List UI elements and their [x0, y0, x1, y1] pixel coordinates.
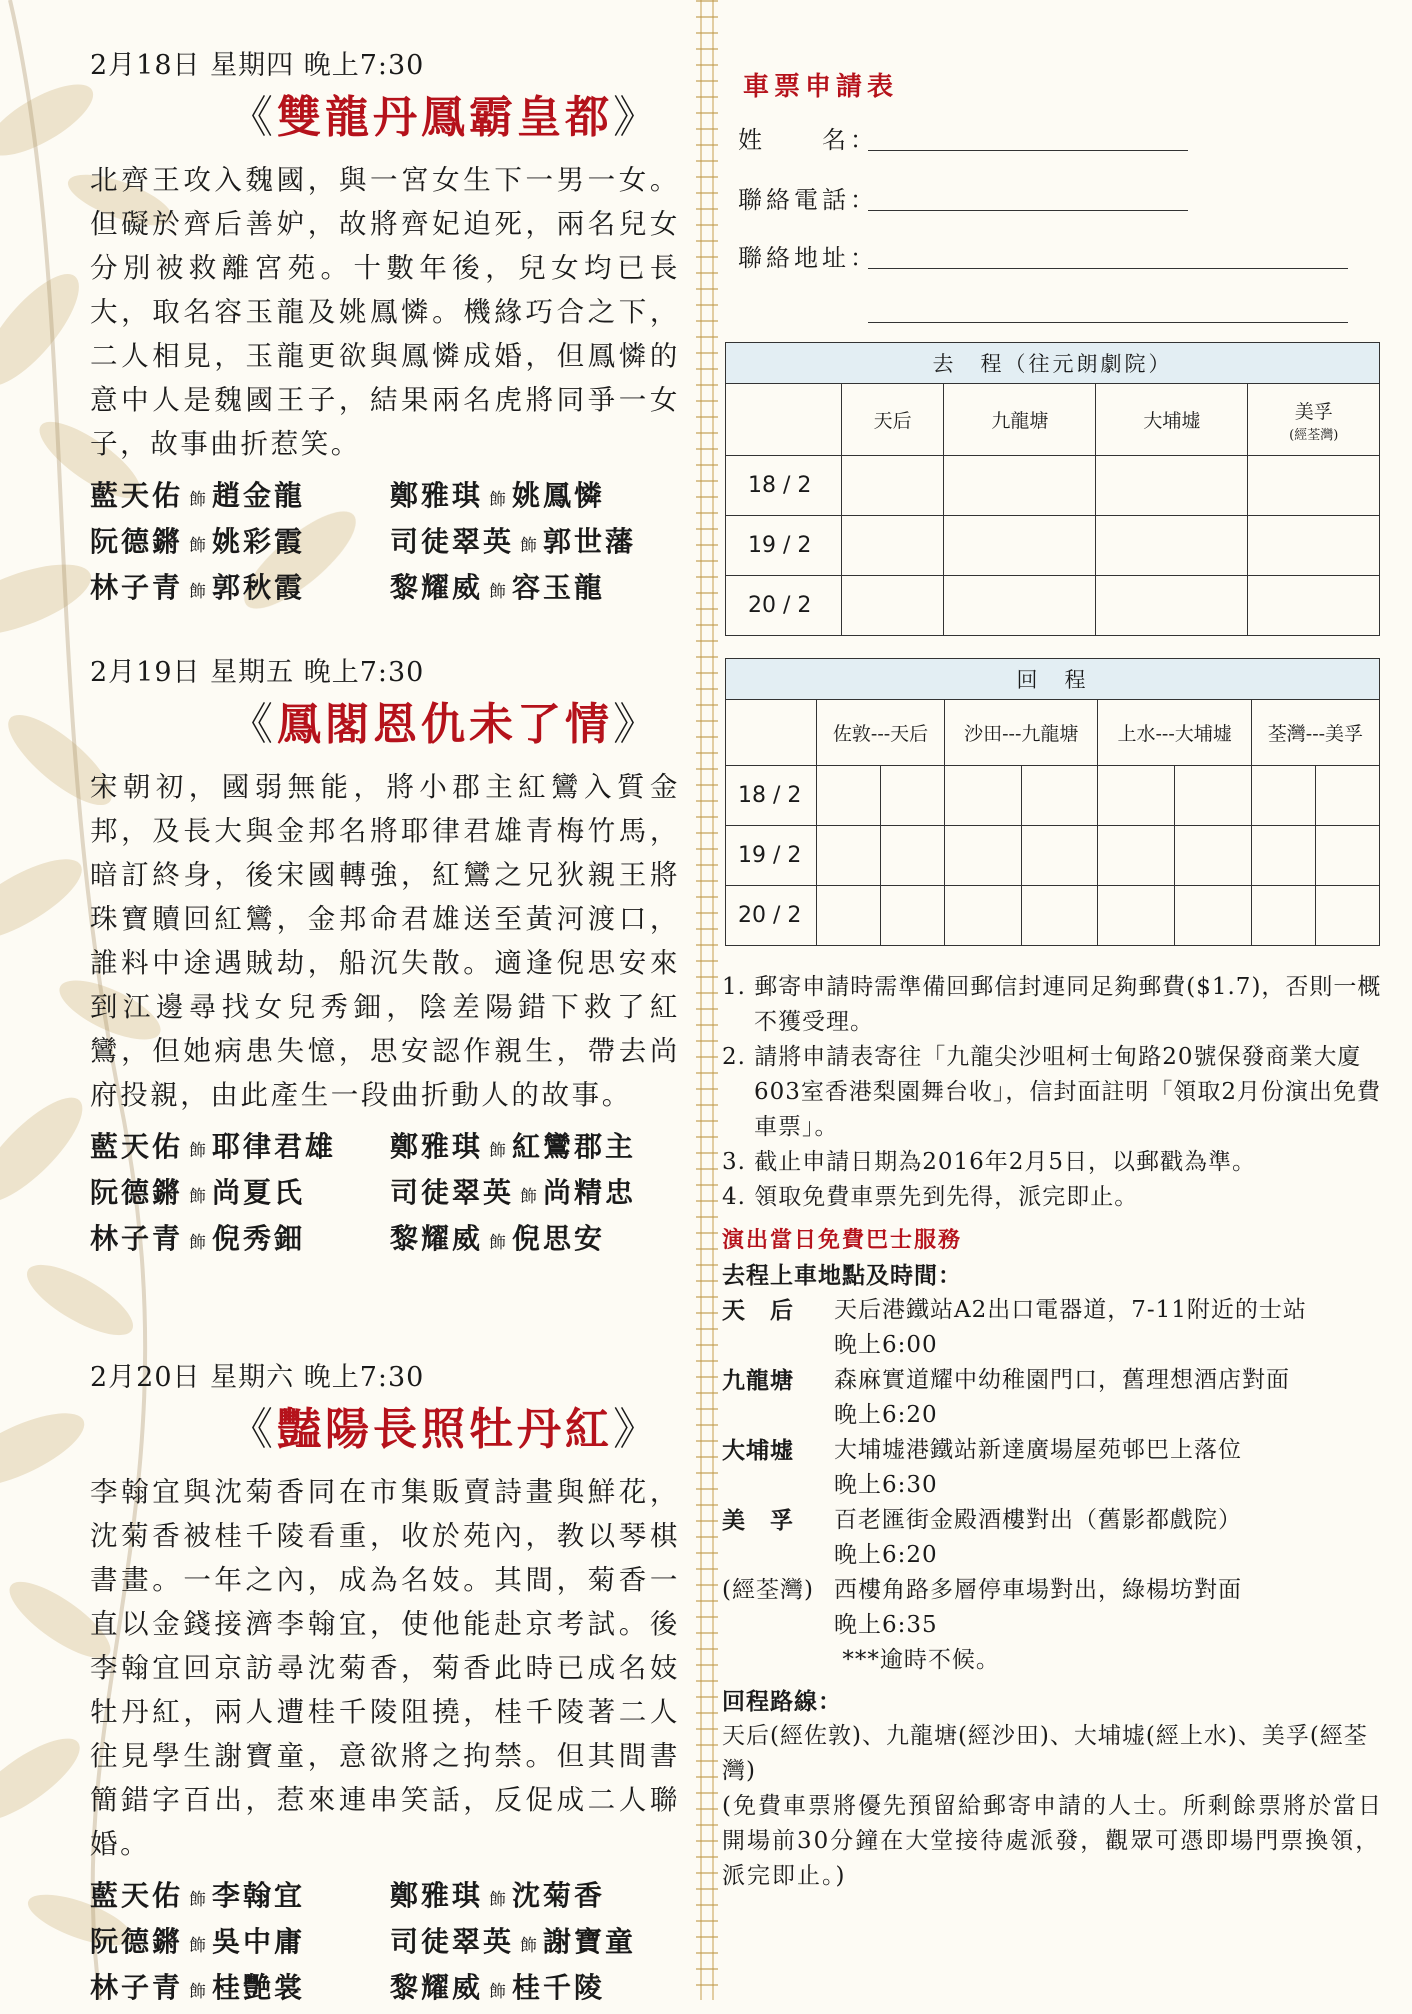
checkbox-cell[interactable] — [817, 826, 881, 886]
checkbox-cell[interactable] — [1098, 766, 1175, 826]
col-header: 大埔墟 — [1096, 384, 1248, 456]
checkbox-cell[interactable] — [1251, 826, 1315, 886]
cast-entry: 阮德鏘 飾 吳中庸 — [90, 1925, 306, 1958]
notes-section — [722, 970, 1387, 1894]
checkbox-cell[interactable] — [1175, 826, 1252, 886]
checkbox-cell[interactable] — [1315, 826, 1379, 886]
checkbox-cell[interactable] — [1021, 766, 1098, 826]
checkbox-cell[interactable] — [1175, 886, 1252, 946]
col-header: 佐敦---天后 — [817, 700, 945, 766]
show-title: 《雙龍丹鳳霸皇都》 — [229, 92, 661, 143]
row-date: 19 / 2 — [726, 826, 817, 886]
note-item: 1. 郵寄申請時需準備回郵信封連同足夠郵費($1.7)，否則一概不獲受理。 — [722, 974, 1382, 1035]
show-synopsis: 李翰宜與沈菊香同在市集販賣詩畫與鮮花，沈菊香被桂千陵看重，收於苑內，教以琴棋書畫。一年之內，成為名妓。其間，菊香一直以金錢接濟李翰宜，使他能赴京考試。後李翰宜回京訪尋沈菊香，菊香此時已成名妓牡丹紅，兩人遭桂千陵阻撓，桂千陵著二人往見學生謝寶童，意欲將之拘禁。但其間書簡錯字百出，惹來連串笑話，反促成二人聯婚。 — [90, 1476, 680, 1860]
bus-stop: 天 后 天后港鐵站A2出口電器道，7-11附近的士站 晚上6:00 — [722, 1297, 1307, 1358]
note-item: 2. 請將申請表寄往「九龍尖沙咀柯士甸路20號保發商業大廈603室香港梨園舞台收」，信封面註明「領取2月份演出免費車票」。 — [722, 1044, 1382, 1140]
show-synopsis: 宋朝初，國弱無能，將小郡主紅鸞入質金邦，及長大與金邦名將耶律君雄青梅竹馬，暗訂終身，後宋國轉強，紅鸞之兄狄親王將珠寶贖回紅鸞，金邦命君雄送至黃河渡口，誰料中途遇賊劫，船沉失散。適逢倪思安來到江邊尋找女兒秀鈿，陰差陽錯下救了紅鸞，但她病患失憶，思安認作親生，帶去尚府投親，由此產生一段曲折動人的故事。 — [90, 771, 680, 1111]
bus-title: 演出當日免費巴士服務 — [722, 1227, 963, 1253]
checkbox-cell[interactable] — [881, 886, 945, 946]
phone-field[interactable] — [738, 180, 878, 215]
checkbox-cell[interactable] — [1248, 456, 1380, 516]
show-title: 《鳳閣恩仇未了情》 — [229, 699, 661, 750]
col-header: 荃灣---美孚 — [1251, 700, 1379, 766]
bus-stop: 九龍塘 森麻實道耀中幼稚園門口，舊理想酒店對面 晚上6:20 — [722, 1367, 1290, 1428]
return-header: 回 程 — [726, 659, 1380, 700]
corner-cell — [726, 700, 817, 766]
return-table — [725, 658, 1380, 946]
row-date: 18 / 2 — [726, 456, 842, 516]
bus-stop: 美 孚 百老匯街金殿酒樓對出（舊影都戲院） 晚上6:20 — [722, 1507, 1242, 1568]
checkbox-cell[interactable] — [842, 516, 944, 576]
cast-entry: 林子青 飾 桂艷裳 — [90, 1971, 306, 2004]
checkbox-cell[interactable] — [1248, 576, 1380, 636]
row-date: 20 / 2 — [726, 886, 817, 946]
cast-entry: 阮德鏘 飾 尚夏氏 — [90, 1176, 306, 1209]
phone-label: 聯絡電話： — [738, 186, 878, 214]
cast-entry: 司徒翠英 飾 郭世藩 — [390, 525, 637, 558]
cast-entry: 黎耀威 飾 桂千陵 — [390, 1971, 606, 2004]
name-input-line[interactable] — [868, 150, 1188, 151]
row-date: 18 / 2 — [726, 766, 817, 826]
name-field[interactable] — [738, 120, 878, 155]
col-header: 九龍塘 — [944, 384, 1096, 456]
checkbox-cell[interactable] — [1021, 826, 1098, 886]
row-date: 19 / 2 — [726, 516, 842, 576]
checkbox-cell[interactable] — [944, 576, 1096, 636]
checkbox-cell[interactable] — [944, 516, 1096, 576]
checkbox-cell[interactable] — [1251, 886, 1315, 946]
cast-entry: 黎耀威 飾 容玉龍 — [390, 571, 606, 604]
checkbox-cell[interactable] — [1315, 766, 1379, 826]
cast-entry: 鄭雅琪 飾 紅鸞郡主 — [390, 1130, 637, 1163]
cast-entry: 黎耀威 飾 倪思安 — [390, 1222, 606, 1255]
checkbox-cell[interactable] — [881, 826, 945, 886]
checkbox-cell[interactable] — [817, 766, 881, 826]
checkbox-cell[interactable] — [817, 886, 881, 946]
address-input-line-1[interactable] — [868, 268, 1348, 269]
checkbox-cell[interactable] — [1021, 886, 1098, 946]
note-item: 4. 領取免費車票先到先得，派完即止。 — [722, 1184, 1139, 1210]
checkbox-cell[interactable] — [842, 576, 944, 636]
address-label: 聯絡地址： — [738, 244, 878, 272]
cast-entry: 鄭雅琪 飾 沈菊香 — [390, 1879, 606, 1912]
corner-cell — [726, 384, 842, 456]
return-route: 天后(經佐敦)、九龍塘(經沙田)、大埔墟(經上水)、美孚(經荃灣) — [722, 1723, 1368, 1784]
cast-entry: 阮德鏘 飾 姚彩霞 — [90, 525, 306, 558]
checkbox-cell[interactable] — [1251, 766, 1315, 826]
cast-entry: 藍天佑 飾 李翰宜 — [90, 1879, 306, 1912]
checkbox-cell[interactable] — [1096, 576, 1248, 636]
show-3 — [90, 1360, 680, 2010]
cast-entry: 司徒翠英 飾 謝寶童 — [390, 1925, 637, 1958]
col-header: 天后 — [842, 384, 944, 456]
checkbox-cell[interactable] — [1175, 766, 1252, 826]
checkbox-cell[interactable] — [881, 766, 945, 826]
checkbox-cell[interactable] — [1098, 886, 1175, 946]
checkbox-cell[interactable] — [945, 886, 1022, 946]
show-date: 2月18日 星期四 晚上7:30 — [90, 50, 425, 81]
ornamental-divider — [696, 0, 718, 2000]
show-synopsis: 北齊王攻入魏國，與一宮女生下一男一女。但礙於齊后善妒，故將齊妃迫死，兩名兒女分別被救離宮苑。十數年後，兒女均已長大，取名容玉龍及姚鳳憐。機緣巧合之下，二人相見，玉龍更欲與鳳憐成婚，但鳳憐的意中人是魏國王子，結果兩名虎將同爭一女子，故事曲折惹笑。 — [90, 164, 680, 460]
checkbox-cell[interactable] — [1315, 886, 1379, 946]
phone-input-line[interactable] — [868, 210, 1188, 211]
row-date: 20 / 2 — [726, 576, 842, 636]
show-1 — [90, 48, 680, 610]
outbound-table — [725, 342, 1380, 636]
col-header: 美孚 (經荃灣) — [1248, 384, 1380, 456]
cast-entry: 林子青 飾 郭秋霞 — [90, 571, 306, 604]
cast-entry: 鄭雅琪 飾 姚鳳憐 — [390, 479, 606, 512]
address-input-line-2[interactable] — [868, 322, 1348, 323]
address-field[interactable] — [738, 238, 878, 273]
outbound-header: 去 程（往元朗劇院） — [726, 343, 1380, 384]
checkbox-cell[interactable] — [1248, 516, 1380, 576]
form-title: 車票申請表 — [743, 72, 899, 102]
cast-entry: 藍天佑 飾 耶律君雄 — [90, 1130, 337, 1163]
checkbox-cell[interactable] — [1096, 516, 1248, 576]
checkbox-cell[interactable] — [945, 766, 1022, 826]
checkbox-cell[interactable] — [1098, 826, 1175, 886]
bus-stop: (經荃灣) 西樓角路多層停車場對出，綠楊坊對面 晚上6:35 ***逾時不候。 — [722, 1577, 1242, 1673]
cast-entry: 司徒翠英 飾 尚精忠 — [390, 1176, 637, 1209]
show-date: 2月19日 星期五 晚上7:30 — [90, 657, 425, 688]
note-item: 3. 截止申請日期為2016年2月5日，以郵戳為準。 — [722, 1149, 1257, 1175]
cast-list — [90, 474, 680, 610]
col-header: 沙田---九龍塘 — [945, 700, 1098, 766]
cast-entry: 藍天佑 飾 趙金龍 — [90, 479, 306, 512]
checkbox-cell[interactable] — [944, 456, 1096, 516]
checkbox-cell[interactable] — [842, 456, 944, 516]
show-title: 《豔陽長照牡丹紅》 — [229, 1404, 661, 1455]
cast-list — [90, 1125, 680, 1261]
bus-stop: 大埔墟 大埔墟港鐵站新達廣場屋苑邨巴上落位 晚上6:30 — [722, 1437, 1242, 1498]
show-date: 2月20日 星期六 晚上7:30 — [90, 1362, 425, 1393]
checkbox-cell[interactable] — [1096, 456, 1248, 516]
cast-entry: 林子青 飾 倪秀鈿 — [90, 1222, 306, 1255]
footnote: (免費車票將優先預留給郵寄申請的人士。所剩餘票將於當日開場前30分鐘在大堂接待處派發，觀眾可憑即場門票換領，派完即止。) — [722, 1793, 1383, 1889]
bus-subtitle: 去程上車地點及時間： — [722, 1262, 962, 1289]
return-route-title: 回程路線： — [722, 1688, 842, 1715]
checkbox-cell[interactable] — [945, 826, 1022, 886]
col-header: 上水---大埔墟 — [1098, 700, 1251, 766]
name-label: 姓 名： — [738, 126, 878, 154]
cast-list — [90, 1874, 680, 2010]
show-2 — [90, 655, 680, 1261]
